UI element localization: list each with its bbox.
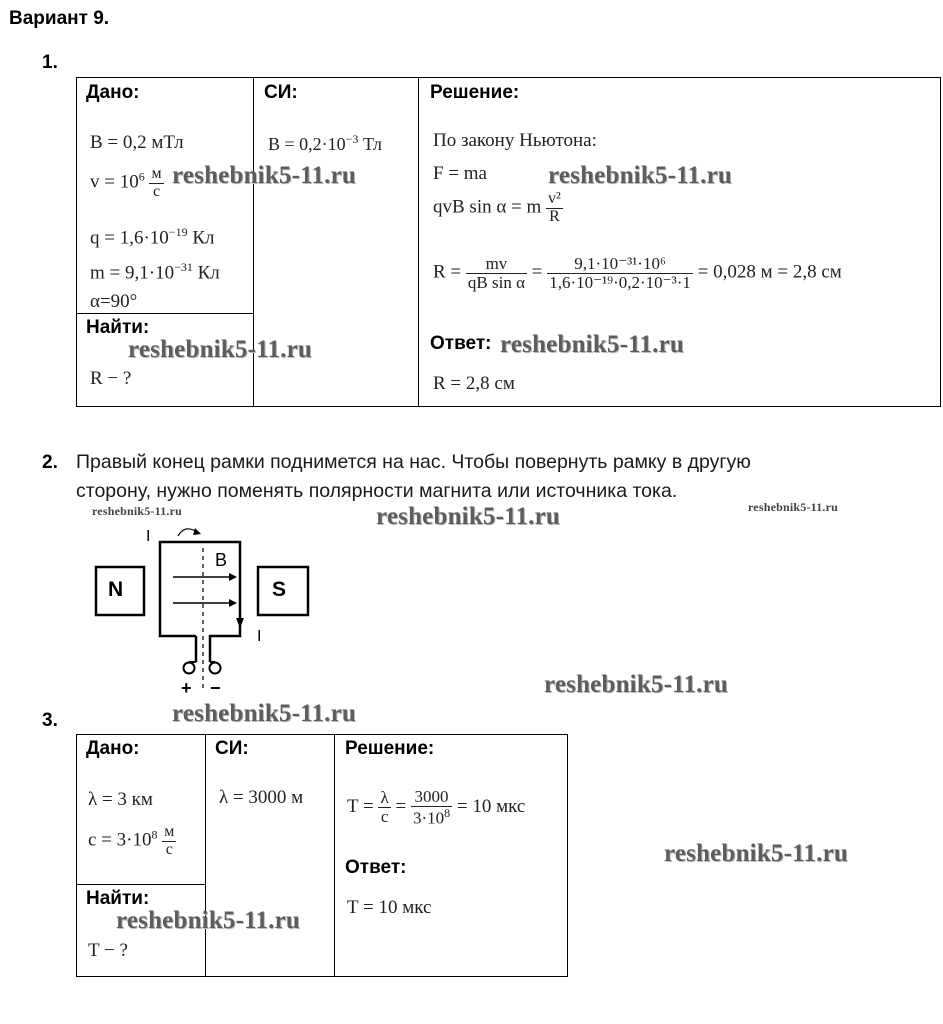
watermark: reshebnik5-11.ru (748, 500, 838, 514)
minus-label: − (210, 678, 221, 698)
task1-given-m: $m = 9,1\cdot 10^{-31}$ Кл (90, 260, 220, 284)
figure-drawing (85, 520, 325, 705)
watermark: reshebnik5-11.ru (172, 162, 357, 189)
task1-given-q: $q = 1,6\cdot 10^{-19}$ Кл (90, 225, 215, 249)
task1-si-B: $B = 0,2\cdot 10^{-3}$ Тл (268, 132, 383, 154)
task1-given-B: B = 0,2 мТл (90, 132, 184, 153)
task1-eq2: qvB sin α = m $\frac{\text{v²}}{R}$ (433, 190, 561, 225)
watermark: reshebnik5-11.ru (664, 840, 849, 867)
task3-find-header: Найти: (86, 888, 150, 909)
frame-wire (160, 542, 240, 662)
task3-solution-header: Решение: (345, 738, 435, 759)
watermark: reshebnik5-11.ru (500, 331, 685, 358)
current-top-label: I (146, 528, 151, 545)
watermark: reshebnik5-11.ru (92, 504, 182, 518)
task1-eq3: R = $\frac{mv}{\text{qB sin α}}$ = $\frac{\text{9,1·10⁻³¹·10⁶}}{\text{1,6·10⁻¹⁹·0,2·10⁻³·1}}$ = 0,028 м = 2,8 см (433, 254, 842, 292)
current-right-label: I (257, 628, 262, 645)
magnet-frame-figure (85, 520, 325, 705)
task1-solution-header: Решение: (430, 82, 520, 103)
plus-label: + (181, 678, 192, 698)
task1-find-value: R − ? (90, 368, 132, 389)
task2-number: 2. (42, 452, 58, 473)
field-label: B (215, 550, 228, 570)
task3-given-c: $c = 3\cdot 10^8$ $\frac{м}{с}$ (88, 823, 175, 858)
task3-given-lambda: λ = 3 км (88, 789, 153, 810)
task1-eq1: F = ma (433, 163, 487, 184)
task3-si-lambda: λ = 3000 м (219, 787, 304, 808)
task1-solution-intro: По закону Ньютона: (433, 130, 597, 151)
south-label: S (272, 578, 287, 601)
watermark: reshebnik5-11.ru (376, 503, 561, 530)
task3-find-value: T − ? (88, 940, 128, 961)
watermark: reshebnik5-11.ru (116, 907, 301, 934)
task3-given-header: Дано: (86, 738, 140, 759)
terminal-minus (210, 663, 221, 674)
page-title: Вариант 9. (9, 8, 110, 29)
task1-si-header: СИ: (264, 82, 298, 103)
north-label: N (108, 578, 124, 601)
task1-answer-header: Ответ: (430, 333, 492, 354)
task3-si-header: СИ: (215, 738, 249, 759)
task3-answer-header: Ответ: (345, 857, 407, 878)
watermark: reshebnik5-11.ru (128, 336, 313, 363)
task1-given-v: $v = 10^6$ $\frac{м}{с}$ (90, 165, 162, 200)
watermark: reshebnik5-11.ru (544, 671, 729, 698)
task3-eq: T = $\frac{\lambda}{c}$ = $\frac{3000}{3\cdot 10^8}$ = 10 мкс (347, 787, 526, 828)
task3-number: 3. (42, 710, 58, 731)
task2-text-line2: сторону, нужно поменять полярности магнита или источника тока. (76, 480, 678, 502)
task1-number: 1. (42, 52, 58, 73)
terminal-plus (184, 663, 195, 674)
task3-answer-value: T = 10 мкс (347, 897, 432, 918)
current-arrow (236, 618, 244, 628)
task1-find-header: Найти: (86, 317, 150, 338)
task1-given-alpha: α=90° (90, 291, 138, 312)
task1-answer-value: R = 2,8 см (433, 373, 515, 394)
task1-given-header: Дано: (86, 82, 140, 103)
watermark: reshebnik5-11.ru (548, 162, 733, 189)
task2-text-line1: Правый конец рамки поднимется на нас. Чтобы повернуть рамку в другую (76, 451, 751, 473)
watermark: reshebnik5-11.ru (172, 700, 357, 727)
